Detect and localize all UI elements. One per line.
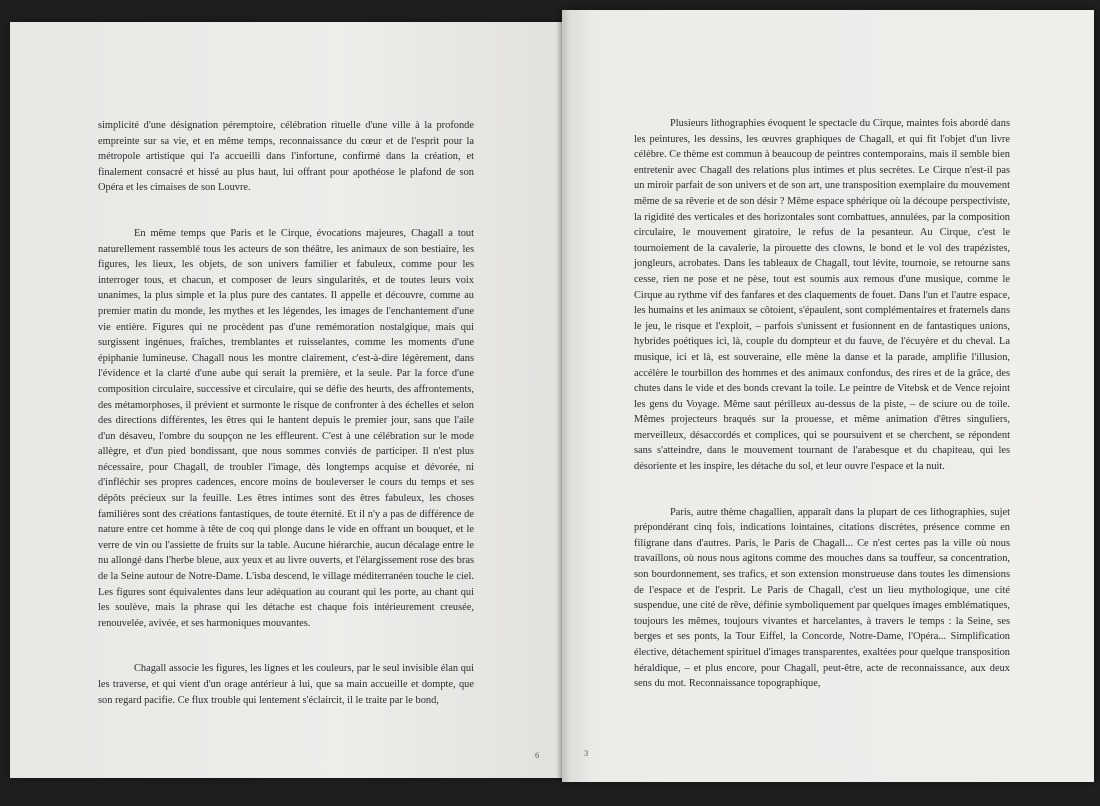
paragraph: En même temps que Paris et le Cirque, évocations majeures, Chagall a tout naturellement rassemblé tous les acteurs de son théâtre, les animaux de son bestiaire, les figures, les lieux, les objets, de son univers familier et fabuleux, comme pour les interroger tous, et chacun, et composer de leurs singularités, et de toutes leurs voix unanimes, la plus simple et la plus pure des cantates. Il appelle et découvre, comme au premier matin du monde, les mythes et les légendes, les images de l'enchantement d'une vie entière. Figures qui ne procèdent pas d'une remémoration nostalgique, mais qui surgissent ingénues, fraîches, tremblantes et ruisselantes, comme les moments d'une épiphanie lumineuse. Chagall nous les montre clairement, c'est-à-dire légèrement, dans l'évidence et la clarté d'une aube qui serait la première, et la seule. Par la force d'une composition circulaire, successive et circulaire, qui se défie des heurts, des affrontements, des métamorphoses, il prévient et surmonte le risque de confronter à des échelles et selon des directions différentes, les êtres qui le hantent depuis le premier jour, sans que l'aile d'un désaveu, l'ombre du soupçon ne les effleurent. C'est à une célébration sur le mode allègre, et d'un pied bondissant, que nous sommes conviés de participer. Il n'est plus nécessaire, pour Chagall, de troubler l'image, dès longtemps acquise et dévorée, ni d'infléchir ses propres cadences, encore moins de bouleverser le cours du temps et ses dépôts précieux sur la feuille. Les êtres intimes sont des êtres fabuleux, les choses familières sont des créations fantastiques, de toute éternité. Et il n'y a pas de différence de nature entre cet homme à tête de coq qui plonge dans le vide en offrant un bouquet, et le verre de vin ou l'assiette de fruits sur la table. Aucune hiérarchie, aucun décalage entre le nu allongé dans l'herbe bleue, aux yeux et au livre ouverts, et l'élargissement rose des bras de la Seine autour de Notre-Dame. L'isba descend, le village méditerranéen touche le ciel. Les figures sont équivalentes dans leur adéquation au courant qui les porte, au chant qui les soulève, mais la phrase qui les détache est chaque fois intérieurement creusée, renouvelée, avivée, et ses harmoniques mouvantes. [98,227,474,629]
paragraph: simplicité d'une désignation péremptoire, célébration rituelle d'une ville à la profonde empreinte sur sa vie, et en même temps, reconnaissance du cœur et de l'esprit pour la métropole artistique qui l'a accueilli dans l'infortune, confirmé dans la création, et finalement consacré et hissé au plus haut, lui offrant pour apothéose le plafond de son Opéra et les cimaises de son Louvre. [98,120,474,194]
page-number: 3 [584,748,589,758]
paragraph: Paris, autre thème chagallien, apparaît dans la plupart de ces lithographies, sujet prépondérant cinq fois, indications lointaines, citations discrètes, présence comme en filigrane dans d'autres. Paris, le Paris de Chagall... Ce n'est certes pas la ville où nous travaillons, où nous nous agitons comme des mouches dans sa touffeur, sa concentration, son bourdonnement, ses trafics, et son extension monstrueuse dans toutes les dimensions de l'espace et de l'esprit. Le Paris de Chagall, c'est un lieu mythologique, une cité suspendue, une cité de rêve, définie symboliquement par quelques images emblématiques, toujours les mêmes, toujours vivantes et harcelantes, à travers le temps : la Seine, ses berges et ses ponts, la Tour Eiffel, la Concorde, Notre-Dame, l'Opéra... Simplification élective, détachement spirituel d'images transparentes, exaltées pour quelque transposition héraldique, – et plus encore, pour Chagall, peut-être, acte de reconnaissance, aux deux sens du mot. Reconnaissance topographique, [634,506,1010,690]
page-number: 6 [535,750,540,760]
paragraph: Chagall associe les figures, les lignes et les couleurs, par le seul invisible élan qui les traverse, et qui vient d'un orage antérieur à lui, que sa main accueille et dompte, que son regard pacifie. Ce flux trouble qui lentement s'éclaircit, il le traite par le bond, [98,663,474,706]
right-page [562,10,1094,782]
left-page [10,22,562,778]
left-text-column [98,118,474,738]
right-text-column [634,116,1010,722]
paragraph: Plusieurs lithographies évoquent le spectacle du Cirque, maintes fois abordé dans les peintures, les dessins, les œuvres graphiques de Chagall, et qui fit l'objet d'un livre célèbre. Ce thème est commun à beaucoup de peintres contemporains, mais il semble bien entretenir avec Chagall des relations plus intimes et plus secrètes. Le Cirque n'est-il pas un miroir parfait de son univers et de son art, une transposition exemplaire du mouvement même de sa rêverie et de son désir ? Même espace sphérique où la découpe perspectiviste, la rigidité des verticales et des horizontales sont combattues, annulées, par la composition circulaire, le mouvement giratoire, le refus de la pesanteur. Au Cirque, c'est le tournoiement de la cavalerie, la pirouette des clowns, le bond et le vol des trapézistes, jongleurs, acrobates. Dans les tableaux de Chagall, tout lévite, tournoie, se retourne sans cesse, rien ne pose et ne pèse, tout est soumis aux remous d'une musique, comme le Cirque au rythme vif des fanfares et des claquements de fouet. Dans l'un et l'autre espace, les humains et les animaux se côtoient, s'épaulent, sont complémentaires et fraternels dans le jeu, le risque et l'exploit, – parfois s'unissent et fusionnent en de fantastiques unions, hybrides poétiques ici, là, couple du dompteur et du fauve, de l'écuyère et du cheval. La musique, ici et là, est souveraine, elle mène la danse et la parade, amplifie l'illusion, accélère le tourbillon des hommes et des animaux confondus, des rires et de la grâce, des chutes dans le vide et des bonds crevant la toile. Le peintre de Vitebsk et de Vence rejoint les gens du Voyage. Même saut périlleux au-dessus de la piste, – de sciure ou de toile. Mêmes projecteurs braqués sur la prouesse, et même animation d'êtres singuliers, merveilleux, désaccordés et complices, qui se poursuivent et se cherchent, se répondent sans s'atteindre, dans le mouvement tournant de l'arabesque et du chapiteau, qui les désoriente et les inspire, les détache du sol, et leur ouvre l'espace et la nuit. [634,118,1010,473]
